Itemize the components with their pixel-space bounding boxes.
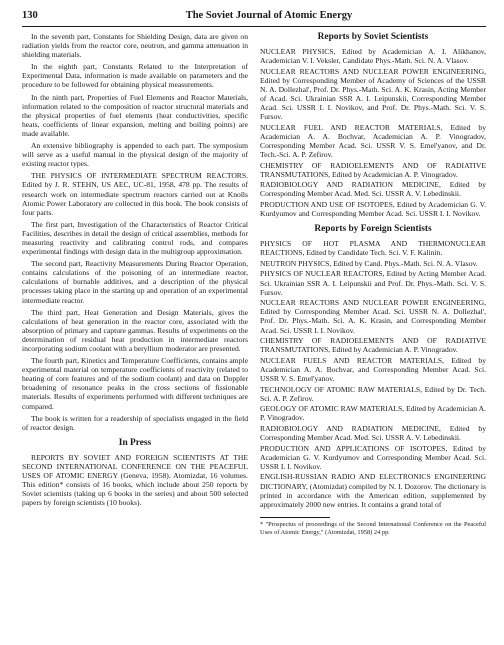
in-press-paragraph: REPORTS BY SOVIET AND FOREIGN SCIENTISTS AT THE SECOND INTERNATIONAL CONFERENCE ON THE PEACEFUL USES OF ATOMIC ENERGY (Geneva, 1958). Atomizdat, 16 volumes. This edition* consists of 16 books, which include about 250 reports by Soviet scientists (taking up 6 books in the series) and about 500 selected papers by foreign scientists (10 books). — [22, 452, 248, 508]
list-item: PHYSICS OF NUCLEAR REACTORS, Edited by Acting Member Acad. Sci. Ukrainian SSR A. I. Leipunskii and Prof. Dr. Phys.-Math. Sci. V. S. Fursov. — [260, 269, 486, 297]
list-item: NUCLEAR REACTORS AND NUCLEAR POWER ENGINEERING, Edited by Corresponding Member of Academy of Sciences of the USSR N. A. Dollezhal', Prof. Dr. Phys.-Math. Sci. A. K. Krasin, Acting Member of Acad. Sci. Ukrainian SSR A. I. Leipunskii, Corresponding Member Acad. Sci. USSR I. I. Novikov, and Prof. Dr. Phys.-Math. Sci. V. S. Fursov. — [260, 66, 486, 122]
list-item: GEOLOGY OF ATOMIC RAW MATERIALS, Edited by Academician A. P. Vinogradov. — [260, 404, 486, 423]
paragraph: The third part, Heat Generation and Design Materials, gives the calculations of heat generation in the reactor core, associated with the absorption of primary and capture gammas. Results of experiments on the determination of residual heat production in intermediate reactors incorporating sodium coolant with a beryllium moderator are presented. — [22, 307, 248, 353]
footnote-divider — [260, 517, 330, 518]
paragraph: The book is written for a readership of specialists engaged in the field of reactor design. — [22, 413, 248, 432]
page-number: 130 — [22, 10, 38, 21]
list-item: RADIOBIOLOGY AND RADIATION MEDICINE, Edited by Corresponding Member Acad. Med. Sci. USSR A. V. Lebedinskii. — [260, 423, 486, 443]
document-page — [22, 10, 486, 635]
foreign-reports-heading: Reports by Foreign Scientists — [314, 224, 432, 235]
paragraph: The first part, Investigation of the Characteristics of Reactor Critical Facilities, describes in detail the design of critical assemblies, methods for measuring reactivity and calibrating control rods, and compares experimental findings with design data in the multigroup approximation. — [22, 219, 248, 257]
paragraph: The fourth part, Kinetics and Temperature Coefficients, contains ample experimental material on temperature coefficients of reactivity (related to heating of core features and of the sodium coolant) and data on Doppler broadening of resonance peaks in the cross sections of fissionable materials. Results of experiments performed with different techniques are compared. — [22, 356, 248, 411]
right-column — [260, 32, 486, 539]
text-columns — [22, 32, 486, 539]
list-item: TECHNOLOGY OF ATOMIC RAW MATERIALS, Edited by Dr. Tech. Sci. A. P. Zefirov. — [260, 384, 486, 403]
paragraph: In the eighth part, Constants Related to the Interpretation of Experimental Data, information is made available on parameters and the procedure to be followed for obtaining physical measurements. — [22, 62, 248, 90]
paragraph: In the seventh part, Constants for Shielding Design, data are given on radiation yields from the reactor core, neutron, and gamma attenuation in shielding materials. — [22, 32, 248, 60]
paragraph: The second part, Reactivity Measurements During Reactor Operation, contains calculations of the poisoning of an intermediate reactor, calculations of burnable additives, and a description of the physical processes taking place in the starting up and operation of an experimental intermediate reactor. — [22, 259, 248, 305]
list-item: NUCLEAR PHYSICS, Edited by Academician A. I. Alikhanov, Academician V. I. Veksler, Candidate Phys.-Math. Sci. N. A. Vlasov. — [260, 47, 486, 66]
in-press-heading: In Press — [118, 437, 152, 448]
list-item: PRODUCTION AND APPLICATIONS OF ISOTOPES, Edited by Academician G. V. Kurdyumov and Corresponding Member Acad. Sci. USSR I. I. Novikov. — [260, 443, 486, 471]
footnote: * "Prospectus of proceedings of the Second International Conference on the Peaceful Uses of Atomic Energy," (Atomizdat, 1958) 24 pp. — [260, 520, 486, 536]
soviet-reports-heading: Reports by Soviet Scientists — [317, 32, 429, 42]
list-item: NEUTRON PHYSICS, Edited by Cand. Phys.-Math. Sci. N. A. Vlasov. — [260, 258, 478, 268]
list-item: PHYSICS OF HOT PLASMA AND THERMONUCLEAR REACTIONS, Edited by Candidate Tech. Sci. V. F. Kalinin. — [260, 239, 486, 258]
list-item: RADIOBIOLOGY AND RADIATION MEDICINE, Edited by Corresponding Member Acad. Med. Sci. USSR A. V. Lebedinskii. — [260, 180, 486, 199]
list-item: CHEMISTRY OF RADIOELEMENTS AND OF RADIATIVE TRANSMUTATIONS, Edited by Academician A. P. Vinogradov. — [260, 160, 486, 179]
list-item: NUCLEAR FUELS AND REACTOR MATERIALS, Edited by Academician A. A. Bochvar, and Corresponding Member Acad. Sci. USSR V. S. Emel'yanov. — [260, 355, 486, 383]
journal-title: The Soviet Journal of Atomic Energy — [185, 10, 353, 21]
list-item: NUCLEAR FUEL AND REACTOR MATERIALS, Edited by Academician A. A. Bochvar, Academician A. P. Vinogradov, Corresponding Member Acad. Sci. USSR V. S. Emel'yanov, and Dr. Tech.-Sci. A. P. Zefirov. — [260, 122, 486, 160]
left-column — [22, 32, 248, 539]
list-item: ENGLISH-RUSSIAN RADIO AND ELECTRONICS ENGINEERING DICTIONARY, (Atomizdat) compiled by N. I. Dozorov. The dictionary is printed in accordance with the American edition, supplemented by approximately 2000 new entries. It contains a grand total of — [260, 472, 486, 509]
paragraph: In the ninth part, Properties of Fuel Elements and Reactor Materials, information related to the composition of reactor structural materials and the physical properties of fuel elements (heat conductivities, specific heats, coefficients of linear expansion, melting and boiling points) are made available. — [22, 92, 248, 138]
page-header — [22, 10, 486, 27]
list-item: CHEMISTRY OF RADIOELEMENTS AND OF RADIATIVE TRANSMUTATIONS, Edited by Academician A. P. Vinogradov. — [260, 336, 486, 355]
paragraph: An extensive bibliography is appended to each part. The symposium will serve as a useful manual in the physical design of the majority of existing reactor types. — [22, 141, 248, 169]
list-item: PRODUCTION AND USE OF ISOTOPES, Edited by Academician G. V. Kurdyumov and Corresponding Member Acad. Sci. USSR I. I. Novikov. — [260, 200, 486, 219]
paragraph: THE PHYSICS OF INTERMEDIATE SPECTRUM REACTORS. Edited by J. R. STEHN, US AEC, UC-81, 1958, 478 pp. The results of research work on intermediate spectrum reactors carried out at Knolls Atomic Power Laboratory are collected in this book. The book consists of four parts. — [22, 171, 248, 217]
list-item: NUCLEAR REACTORS AND NUCLEAR POWER ENGINEERING, Edited by Corresponding Member Acad. Sci. USSR N. A. Dollezhal', Prof. Dr. Phys.-Math. Sci. A. K. Krasin, and Corresponding Member Acad. Sci. USSR I. I. Novikov. — [260, 298, 486, 335]
